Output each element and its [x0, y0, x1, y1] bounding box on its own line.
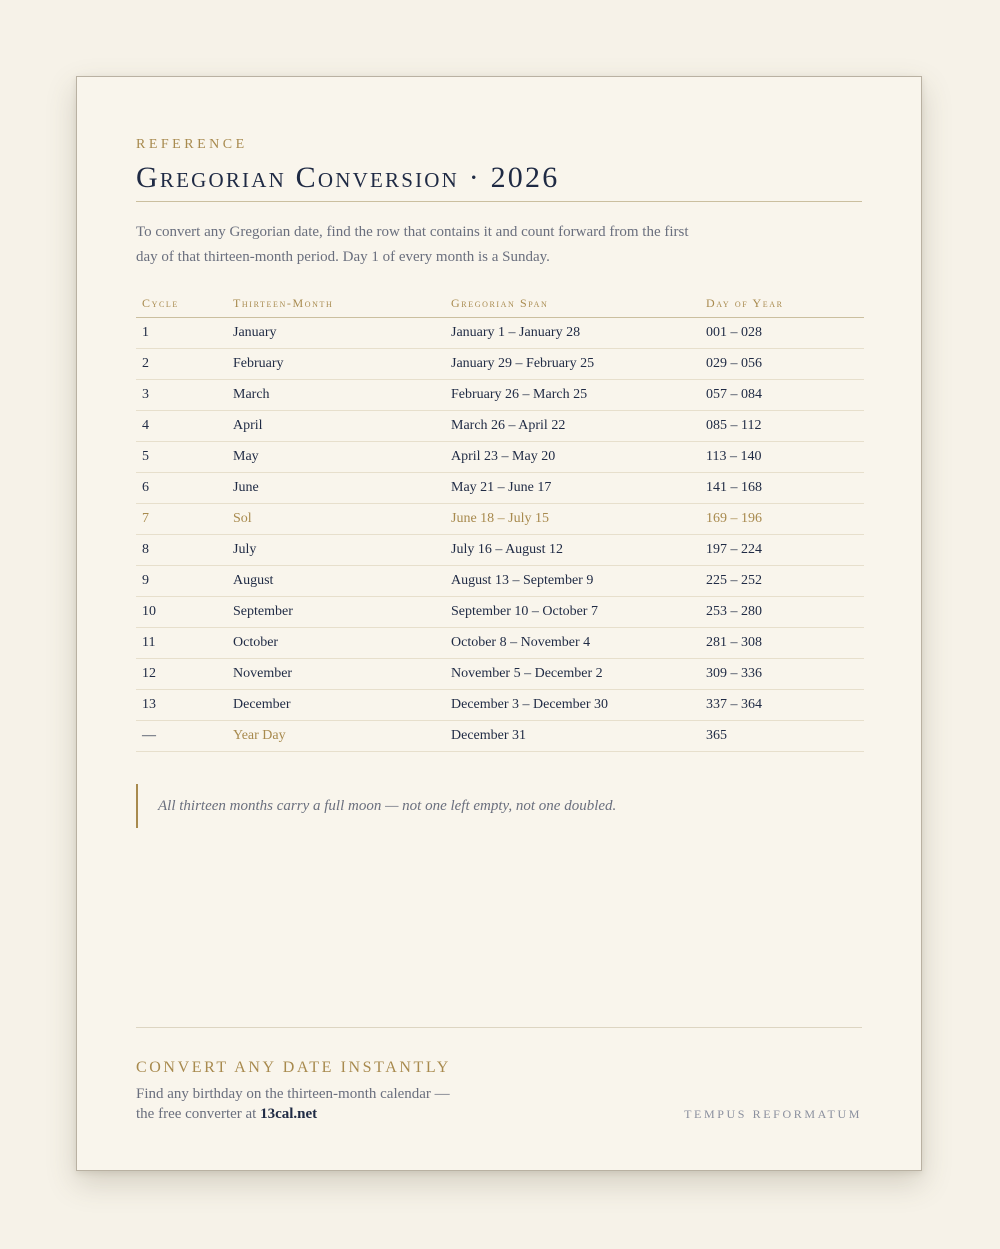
- day-of-year-cell: 225 – 252: [706, 566, 864, 597]
- table-row: [136, 535, 864, 566]
- day-of-year-cell: 365: [706, 721, 864, 752]
- cycle-cell: 12: [136, 659, 233, 690]
- intro-paragraph: [136, 220, 696, 270]
- day-of-year-cell: 141 – 168: [706, 473, 864, 504]
- span-cell: January 1 – January 28: [451, 318, 706, 349]
- table-row: [136, 318, 864, 349]
- table-row-year-day: [136, 721, 864, 752]
- span-cell: September 10 – October 7: [451, 597, 706, 628]
- day-of-year-cell: 169 – 196: [706, 504, 864, 535]
- column-header-day-of-year: Day of Year: [706, 289, 864, 318]
- day-of-year-cell: 057 – 084: [706, 380, 864, 411]
- span-cell: February 26 – March 25: [451, 380, 706, 411]
- span-cell: July 16 – August 12: [451, 535, 706, 566]
- cycle-cell: 13: [136, 690, 233, 721]
- day-of-year-cell: 197 – 224: [706, 535, 864, 566]
- column-header-cycle: Cycle: [136, 289, 233, 318]
- span-cell: October 8 – November 4: [451, 628, 706, 659]
- intro-line-2: day of that thirteen-month period. Day 1 of every month is a Sunday.: [136, 249, 550, 265]
- column-header-gregorian-span: Gregorian Span: [451, 289, 706, 318]
- month-cell: November: [233, 659, 451, 690]
- cycle-cell: 4: [136, 411, 233, 442]
- span-cell: December 31: [451, 721, 706, 752]
- span-cell: March 26 – April 22: [451, 411, 706, 442]
- table-row: [136, 380, 864, 411]
- title-divider: [136, 201, 862, 202]
- cta-line-2-prefix: the free converter at: [136, 1106, 261, 1122]
- day-of-year-cell: 085 – 112: [706, 411, 864, 442]
- table-row: [136, 566, 864, 597]
- table-row: [136, 411, 864, 442]
- pull-quote: All thirteen months carry a full moon — not one left empty, not one doubled.: [136, 784, 616, 828]
- month-cell: June: [233, 473, 451, 504]
- month-cell: March: [233, 380, 451, 411]
- cycle-cell: 8: [136, 535, 233, 566]
- month-cell: July: [233, 535, 451, 566]
- month-cell: Year Day: [233, 721, 451, 752]
- cta-line-2: [136, 1106, 317, 1123]
- cycle-cell: 5: [136, 442, 233, 473]
- table-row: [136, 442, 864, 473]
- cycle-cell: 10: [136, 597, 233, 628]
- table-row: [136, 473, 864, 504]
- span-cell: December 3 – December 30: [451, 690, 706, 721]
- reference-sheet: [76, 76, 922, 1171]
- cycle-cell: 7: [136, 504, 233, 535]
- table-row: [136, 628, 864, 659]
- day-of-year-cell: 001 – 028: [706, 318, 864, 349]
- day-of-year-cell: 029 – 056: [706, 349, 864, 380]
- month-cell: Sol: [233, 504, 451, 535]
- table-row-highlighted: [136, 504, 864, 535]
- cycle-cell: 11: [136, 628, 233, 659]
- day-of-year-cell: 253 – 280: [706, 597, 864, 628]
- span-cell: November 5 – December 2: [451, 659, 706, 690]
- intro-line-1: To convert any Gregorian date, find the row that contains it and count forward from the first: [136, 224, 689, 240]
- column-header-thirteen-month: Thirteen-Month: [233, 289, 451, 318]
- month-cell: August: [233, 566, 451, 597]
- page-title: Gregorian Conversion · 2026: [136, 161, 560, 194]
- brand-mark: TEMPUS REFORMATUM: [684, 1107, 862, 1121]
- table-row: [136, 597, 864, 628]
- cycle-cell: 3: [136, 380, 233, 411]
- table-header-row: [136, 289, 864, 318]
- cycle-cell: 2: [136, 349, 233, 380]
- span-cell: August 13 – September 9: [451, 566, 706, 597]
- table-row: [136, 349, 864, 380]
- month-cell: May: [233, 442, 451, 473]
- cycle-cell: 1: [136, 318, 233, 349]
- month-cell: February: [233, 349, 451, 380]
- table-row: [136, 659, 864, 690]
- footer-divider: [136, 1027, 862, 1028]
- table-row: [136, 690, 864, 721]
- cycle-cell: 9: [136, 566, 233, 597]
- cycle-cell: —: [136, 721, 233, 752]
- span-cell: April 23 – May 20: [451, 442, 706, 473]
- cta-line-1: Find any birthday on the thirteen-month calendar —: [136, 1086, 450, 1102]
- cta-heading: CONVERT ANY DATE INSTANTLY: [136, 1059, 451, 1076]
- month-cell: January: [233, 318, 451, 349]
- month-cell: April: [233, 411, 451, 442]
- converter-link[interactable]: 13cal.net: [260, 1106, 318, 1122]
- day-of-year-cell: 337 – 364: [706, 690, 864, 721]
- span-cell: January 29 – February 25: [451, 349, 706, 380]
- day-of-year-cell: 113 – 140: [706, 442, 864, 473]
- section-eyebrow: REFERENCE: [136, 137, 248, 152]
- day-of-year-cell: 309 – 336: [706, 659, 864, 690]
- cycle-cell: 6: [136, 473, 233, 504]
- month-cell: October: [233, 628, 451, 659]
- month-cell: September: [233, 597, 451, 628]
- conversion-table: [136, 289, 864, 752]
- span-cell: May 21 – June 17: [451, 473, 706, 504]
- span-cell: June 18 – July 15: [451, 504, 706, 535]
- day-of-year-cell: 281 – 308: [706, 628, 864, 659]
- month-cell: December: [233, 690, 451, 721]
